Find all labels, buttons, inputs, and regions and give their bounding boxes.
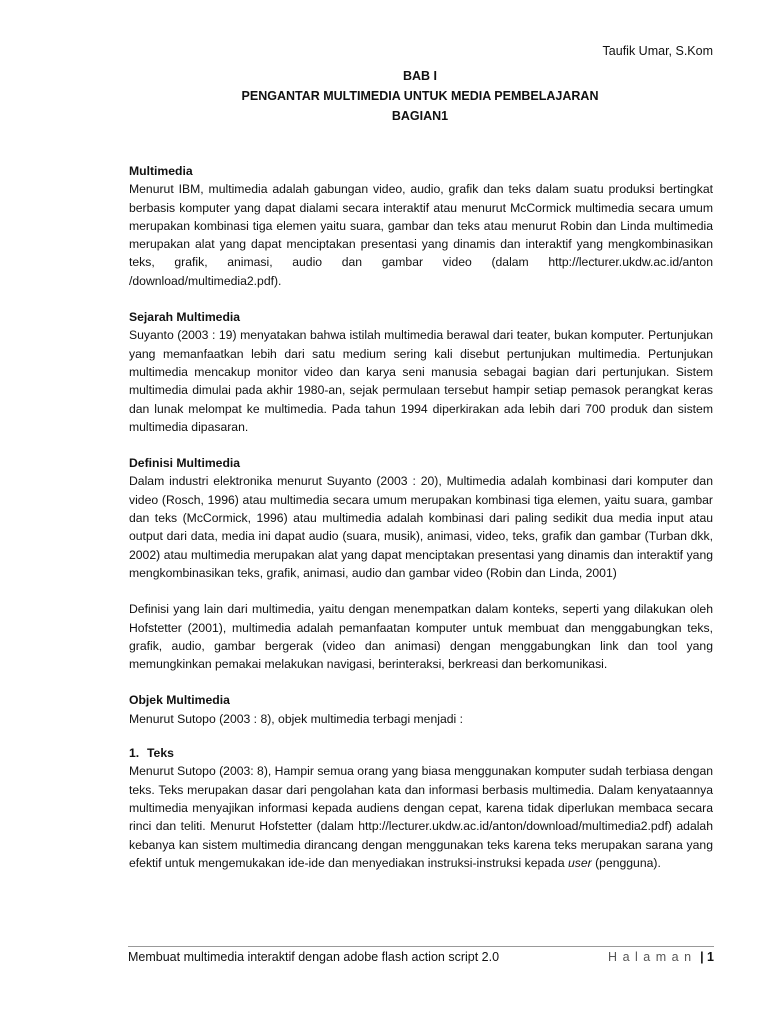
paragraph-sejarah: Suyanto (2003 : 19) menyatakan bahwa istilah multimedia berawal dari teater, bukan komputer. Pertunjukan yang memanfaatkan lebih dari satu medium sering kali disebut pertunjukan multimedia. Pertunjukan multimedia mencakup monitor video dan karya seni manusia sebagai bagian dari pertunjukan. Sistem multimedia dimulai pada akhir 1980-an, sejak permulaan tersebut hampir setiap pemasok perangkat keras dan lunak melompat ke multimedia. Pada tahun 1994 diperkirakan ada lebih dari 700 produk dan sistem multimedia dipasaran. [129, 328, 713, 434]
author-name: Taufik Umar, S.Kom [602, 44, 713, 58]
chapter-title: PENGANTAR MULTIMEDIA UNTUK MEDIA PEMBELAJARAN [241, 89, 599, 103]
section-heading-definisi: Definisi Multimedia [129, 456, 241, 471]
paragraph-multimedia: Menurut IBM, multimedia adalah gabungan video, audio, grafik dan teks dalam suatu produksi bertingkat berbasis komputer yang dapat dialami secara interaktif atau menurut McCormick multimedia secara umum merupakan kombinasi tiga elemen yaitu suara, gambar dan teks atau menurut Robin dan Linda multimedia merupakan alat yang dapat menciptakan presentasi yang dinamis dan interaktif yang mengkombinasikan teks, grafik, animasi, audio dan gambar video (dalam http://lecturer.ukdw.ac.id/anton /download/multimedia2.pdf). [129, 182, 713, 288]
section-heading-sejarah: Sejarah Multimedia [129, 310, 241, 325]
page-number-block [608, 950, 714, 964]
page-number: 1 [707, 950, 714, 964]
paragraph-definisi-2: Definisi yang lain dari multimedia, yaitu dengan menempatkan dalam konteks, seperti yang dilakukan oleh Hofstetter (2001), multimedia adalah pemanfaatan komputer untuk membuat dan menggabungkan teks, grafik, audio, gambar bergerak (video dan animasi) dengan menggabungkan link dan tool yang memungkinkan pemakai melakukan navigasi, berinteraksi, berkreasi dan berkomunikasi. [129, 602, 713, 672]
document-body [129, 162, 713, 872]
chapter-part: BAGIAN1 [391, 109, 449, 123]
section-heading-objek: Objek Multimedia [129, 693, 230, 708]
page-footer [128, 946, 714, 964]
footer-title: Membuat multimedia interaktif dengan adobe flash action script 2.0 [128, 950, 500, 964]
paragraph-teks: Menurut Sutopo (2003: 8), Hampir semua orang yang biasa menggunakan komputer sudah terbiasa dengan teks. Teks merupakan dasar dari pengolahan kata dan informasi berbasis multimedia. Dalam kenyataannya multimedia menyajikan informasi kepada audiens dengan cepat, karena tidak diperlukan membaca secara rinci dan teliti. Menurut Hofstetter (dalam http://lecturer.ukdw.ac.id/anton/download/multimedia2.pdf) adalah kebanya kan sistem multimedia dirancang dengan menggunakan teks karena teks merupakan sarana yang efektif untuk mengemukakan ide-ide dan menyediakan instruksi-instruksi kepada user (pengguna). [129, 764, 714, 870]
section-heading-multimedia: Multimedia [129, 164, 193, 178]
chapter-titles [0, 66, 768, 126]
list-item-teks-heading [129, 744, 713, 762]
list-number: 1. [129, 746, 140, 761]
paragraph-definisi-1: Dalam industri elektronika menurut Suyanto (2003 : 20), Multimedia adalah kombinasi dari komputer dan video (Rosch, 1996) atau multimedia secara umum merupakan kombinasi tiga elemen, yaitu suara, gambar dan teks (McCormick, 1996) atau multimedia adalah kombinasi dari paling sedikit dua media input atau output dari data, media ini dapat audio (suara, musik), animasi, video, teks, grafik dan gambar (Turban dkk, 2002) atau multimedia merupakan alat yang dapat menciptakan presentasi yang dinamis dan interaktif yang mengkombinasikan teks, grafik, animasi, audio dan gambar video (Robin dan Linda, 2001) [129, 474, 713, 580]
page-label: Halaman [608, 950, 697, 964]
list-item-title: Teks [147, 746, 174, 761]
paragraph-objek-intro: Menurut Sutopo (2003 : 8), objek multimedia terbagi menjadi : [129, 711, 463, 726]
chapter-number: BAB I [402, 69, 438, 83]
page-separator: | [700, 950, 704, 964]
